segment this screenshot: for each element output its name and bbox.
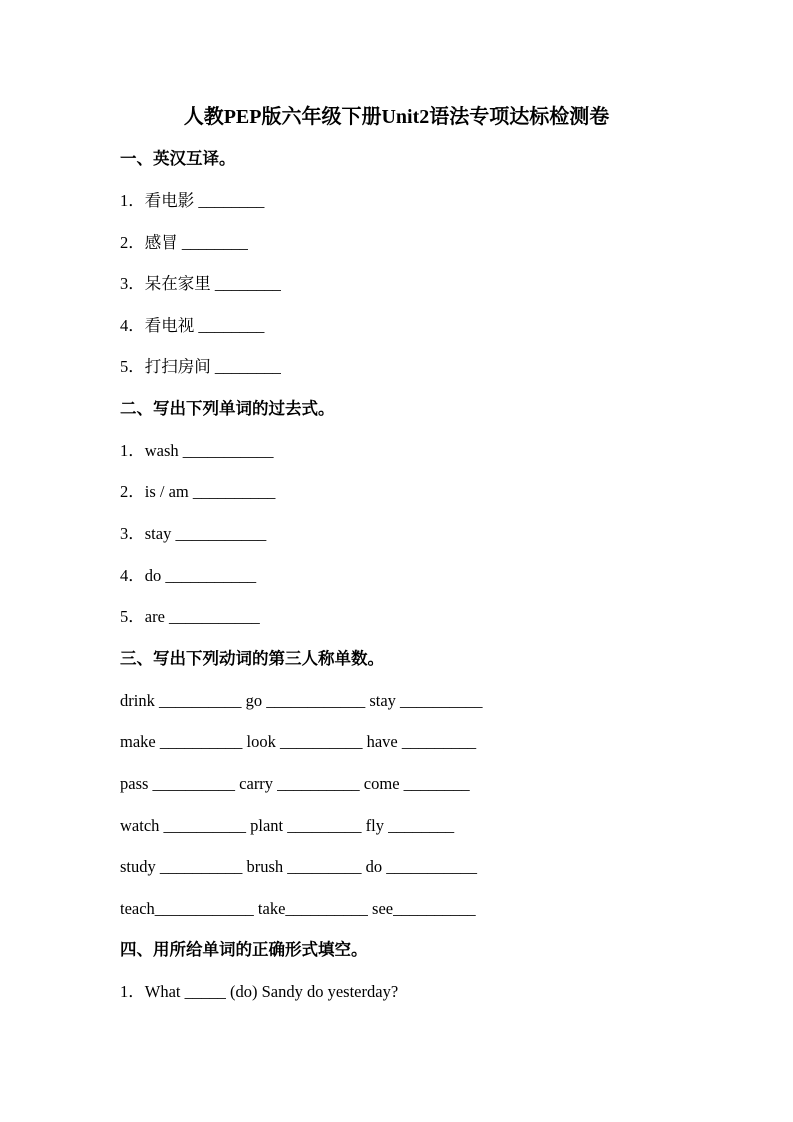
section-3-row: study __________ brush _________ do ___________: [120, 857, 478, 876]
section-1-heading: 一、英汉互译。: [120, 149, 236, 168]
section-3-row: teach____________ take__________ see__________: [120, 899, 476, 918]
section-2-item: 1．wash ___________: [120, 441, 274, 460]
section-1-item: 4．看电视 ________: [120, 316, 265, 335]
section-4-item: 1．What _____ (do) Sandy do yesterday?: [120, 982, 399, 1001]
section-4-heading: 四、用所给单词的正确形式填空。: [120, 940, 368, 959]
section-1-item: 1．看电影 ________: [120, 191, 265, 210]
section-3-row: make __________ look __________ have _________: [120, 732, 477, 751]
section-2-item: 4．do ___________: [120, 566, 257, 585]
section-3-row: watch __________ plant _________ fly ________: [120, 816, 455, 835]
section-3-heading: 三、写出下列动词的第三人称单数。: [120, 649, 384, 668]
section-2-item: 2．is / am __________: [120, 482, 276, 501]
section-2-item: 5．are ___________: [120, 607, 260, 626]
section-1-item: 3．呆在家里 ________: [120, 274, 281, 293]
section-2-item: 3．stay ___________: [120, 524, 267, 543]
page-title: 人教PEP版六年级下册Unit2语法专项达标检测卷: [183, 106, 610, 128]
section-2-heading: 二、写出下列单词的过去式。: [120, 399, 335, 418]
section-3-row: pass __________ carry __________ come ________: [120, 774, 470, 793]
section-1-item: 2．感冒 ________: [120, 233, 248, 252]
section-3-row: drink __________ go ____________ stay __________: [120, 691, 483, 710]
section-1-item: 5．打扫房间 ________: [120, 357, 281, 376]
